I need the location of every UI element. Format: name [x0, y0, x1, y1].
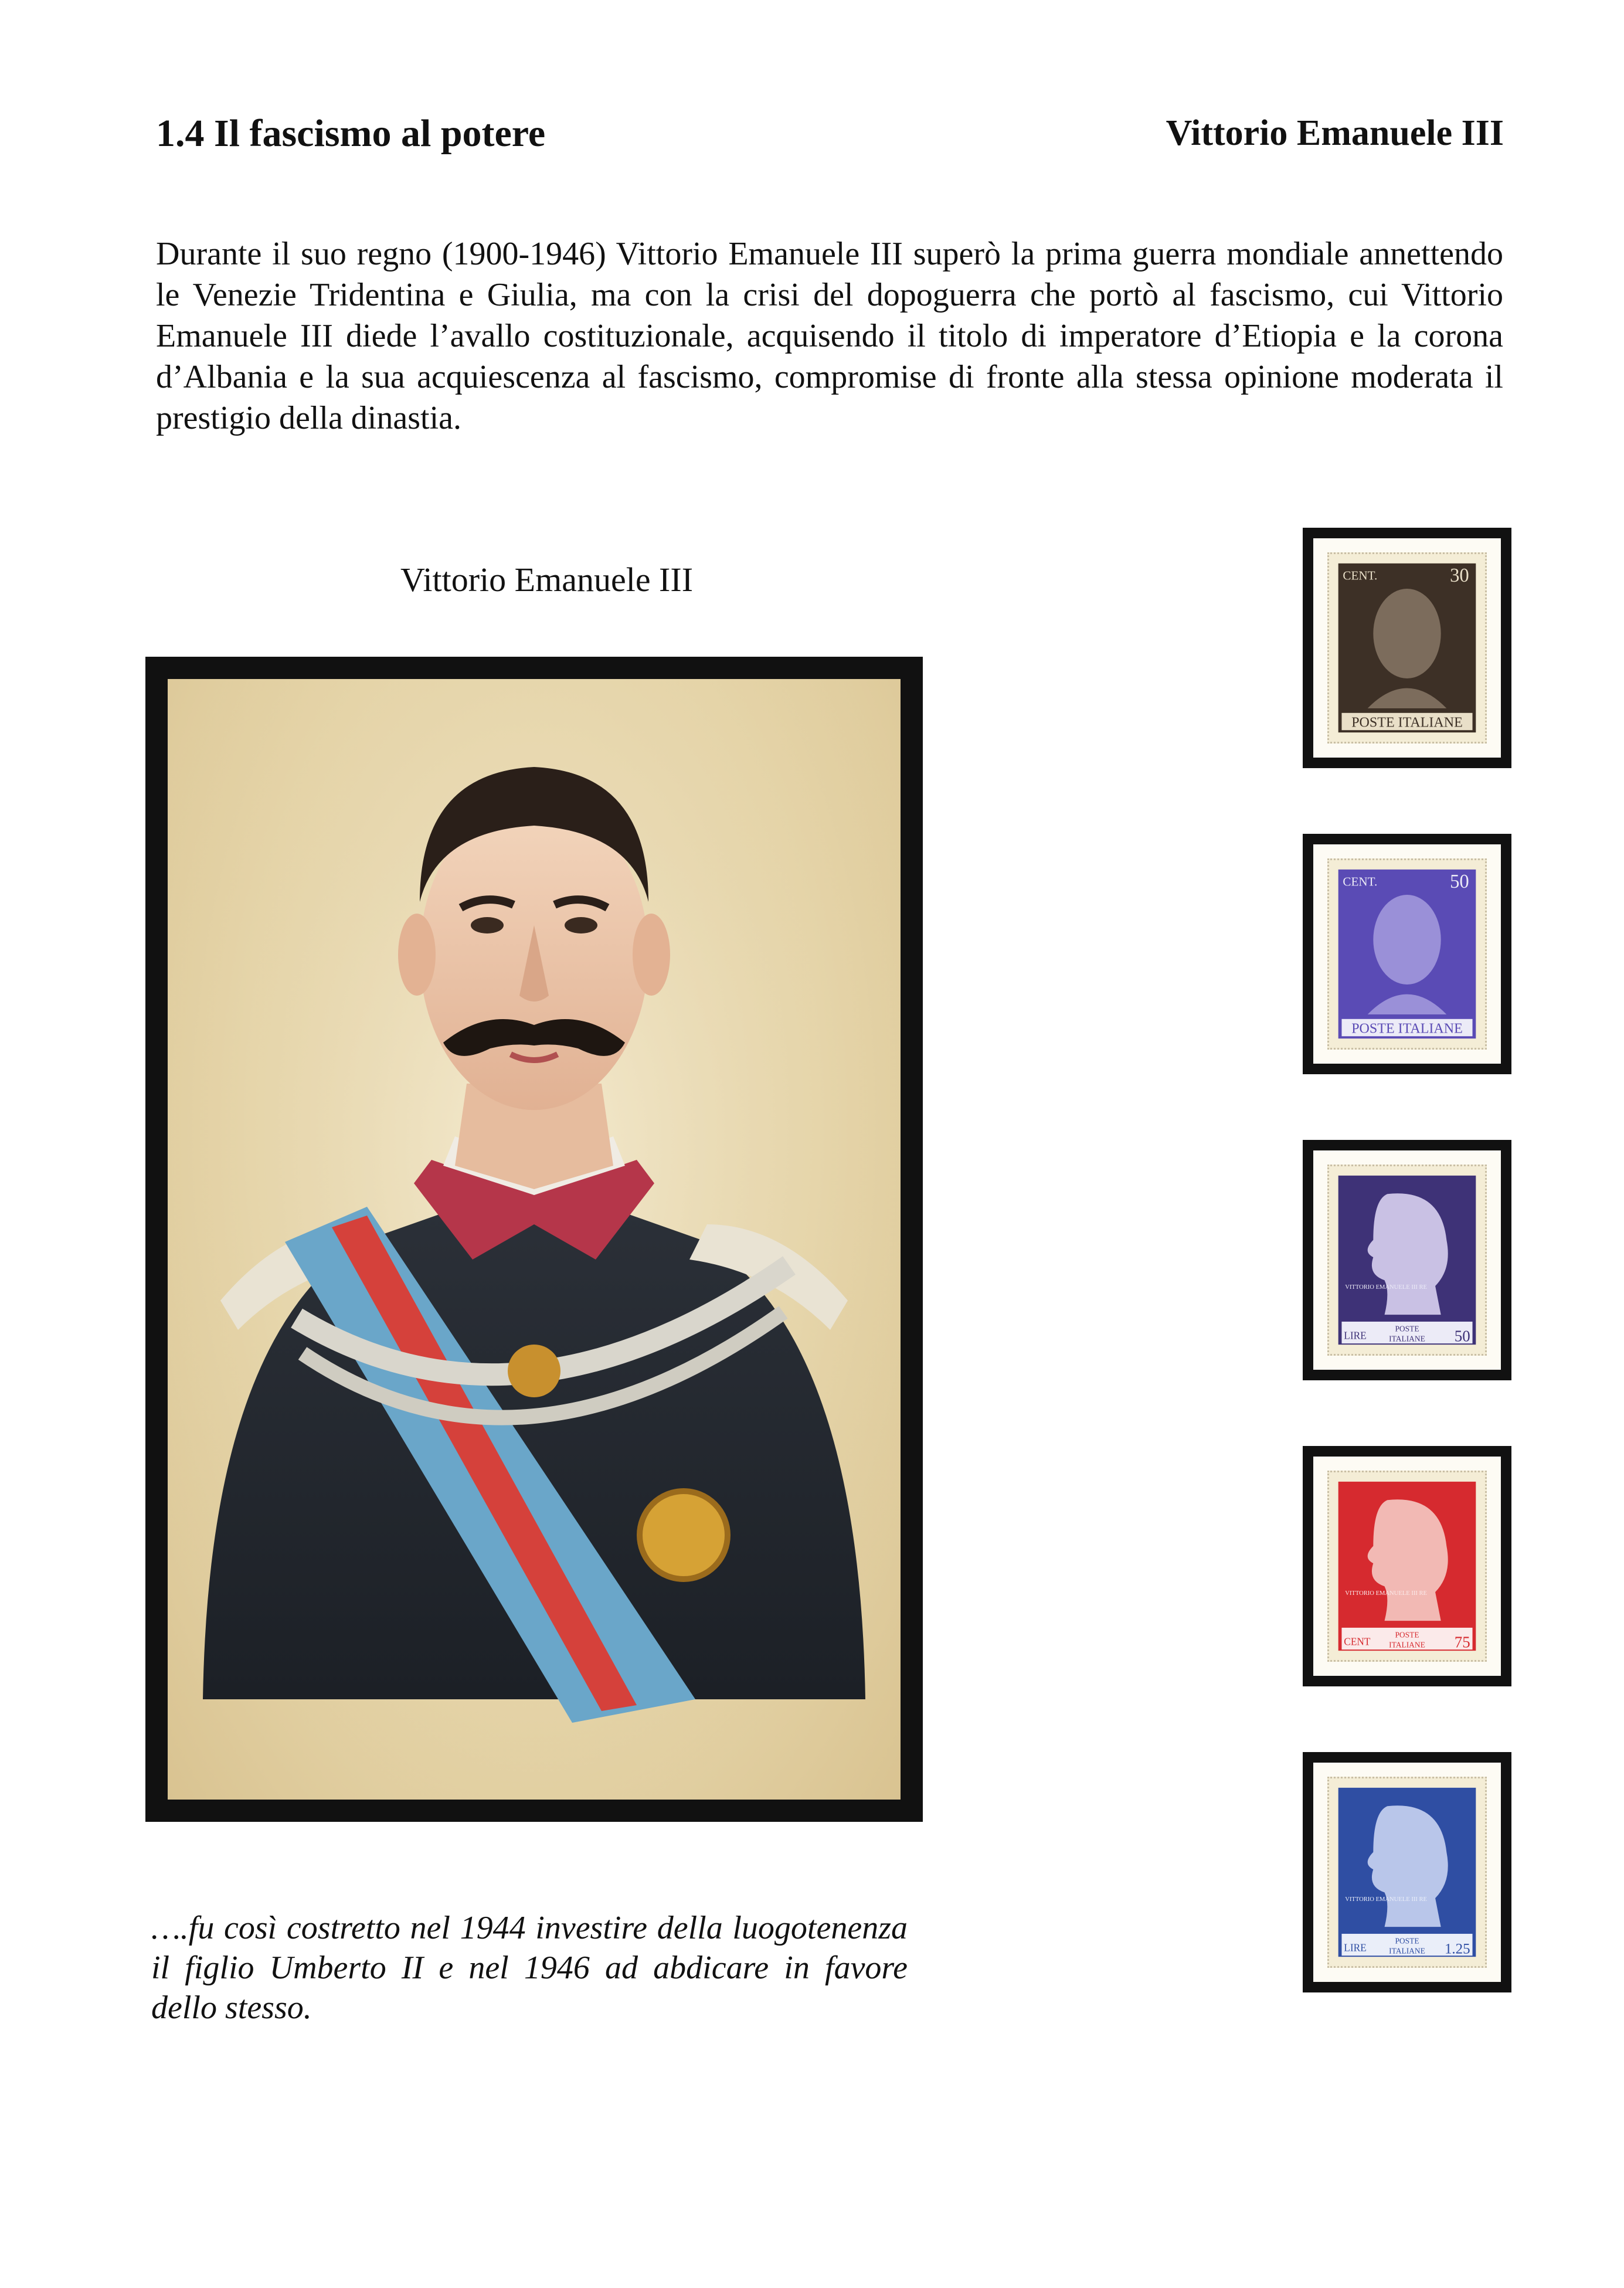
stamp-5-value: 1.25	[1444, 1941, 1470, 1957]
stamp-2-unit: CENT.	[1343, 874, 1378, 889]
stamp-5-legend-top: POSTE	[1395, 1936, 1419, 1946]
closing-caption: ….fu così costretto nel 1944 investire della luogotenenza il figlio Umberto II e nel 1946 ad abdicare in favore dello stesso.	[151, 1910, 908, 2026]
stamp-frame-2	[1303, 834, 1511, 1074]
stamp-3-value: 50	[1454, 1327, 1470, 1345]
stamp-3-unit: LIRE	[1344, 1329, 1367, 1342]
stamp-3-side-text: VITTORIO EMANUELE III RE	[1345, 1283, 1428, 1291]
portrait-caption: Vittorio Emanuele III	[400, 561, 694, 599]
stamp-design-1	[1334, 559, 1480, 737]
stamp-design-4	[1334, 1477, 1480, 1655]
stamp-1	[1327, 552, 1487, 744]
stamp-1-unit: CENT.	[1343, 568, 1378, 583]
stamp-4-legend-top: POSTE	[1395, 1630, 1419, 1639]
stamp-5-unit: LIRE	[1344, 1941, 1367, 1954]
stamp-design-3	[1334, 1171, 1480, 1349]
stamp-2	[1327, 858, 1487, 1050]
stamp-3-legend-bottom: ITALIANE	[1389, 1334, 1425, 1343]
stamp-4-legend-bottom: ITALIANE	[1389, 1640, 1425, 1649]
portrait-postcard	[168, 679, 901, 1800]
header-name: Vittorio Emanuele III	[1166, 113, 1504, 153]
stamp-5-legend-bottom: ITALIANE	[1389, 1946, 1425, 1956]
section-title: 1.4 Il fascismo al potere	[156, 112, 546, 155]
stamp-2-value: 50	[1450, 871, 1469, 893]
stamp-frame-1	[1303, 528, 1511, 768]
stamp-1-legend: POSTE ITALIANE	[1351, 714, 1463, 731]
stamp-4-side-text: VITTORIO EMANUELE III RE	[1345, 1589, 1428, 1597]
stamp-2-legend: POSTE ITALIANE	[1351, 1020, 1463, 1037]
portrait-illustration	[168, 679, 901, 1800]
stamp-4	[1327, 1471, 1487, 1662]
stamp-3-legend-top: POSTE	[1395, 1324, 1419, 1333]
postcard-frame	[145, 657, 923, 1822]
stamp-4-unit: CENT	[1344, 1635, 1371, 1648]
stamp-4-value: 75	[1454, 1633, 1470, 1651]
stamp-frame-3	[1303, 1140, 1511, 1380]
intro-paragraph: Durante il suo regno (1900-1946) Vittorio Emanuele III superò la prima guerra mondiale annettendo le Venezie Tridentina e Giulia, ma con la crisi del dopoguerra che portò al fascismo, cui Vittorio Emanuele III diede l’avallo costituzionale, acquisendo il titolo di imperatore d’Etiopia e la corona d’Albania e la sua acquiescenza al fascismo, compromise di fronte alla stessa opinione moderata il prestigio della dinastia.	[156, 236, 1503, 436]
stamp-5-side-text: VITTORIO EMANUELE III RE	[1345, 1895, 1428, 1903]
stamp-frame-4	[1303, 1446, 1511, 1686]
stamp-design-5	[1334, 1783, 1480, 1961]
stamp-design-2	[1334, 865, 1480, 1043]
stamp-frame-5	[1303, 1752, 1511, 1992]
stamp-1-value: 30	[1450, 565, 1469, 587]
stamp-3	[1327, 1165, 1487, 1356]
stamp-5	[1327, 1777, 1487, 1968]
